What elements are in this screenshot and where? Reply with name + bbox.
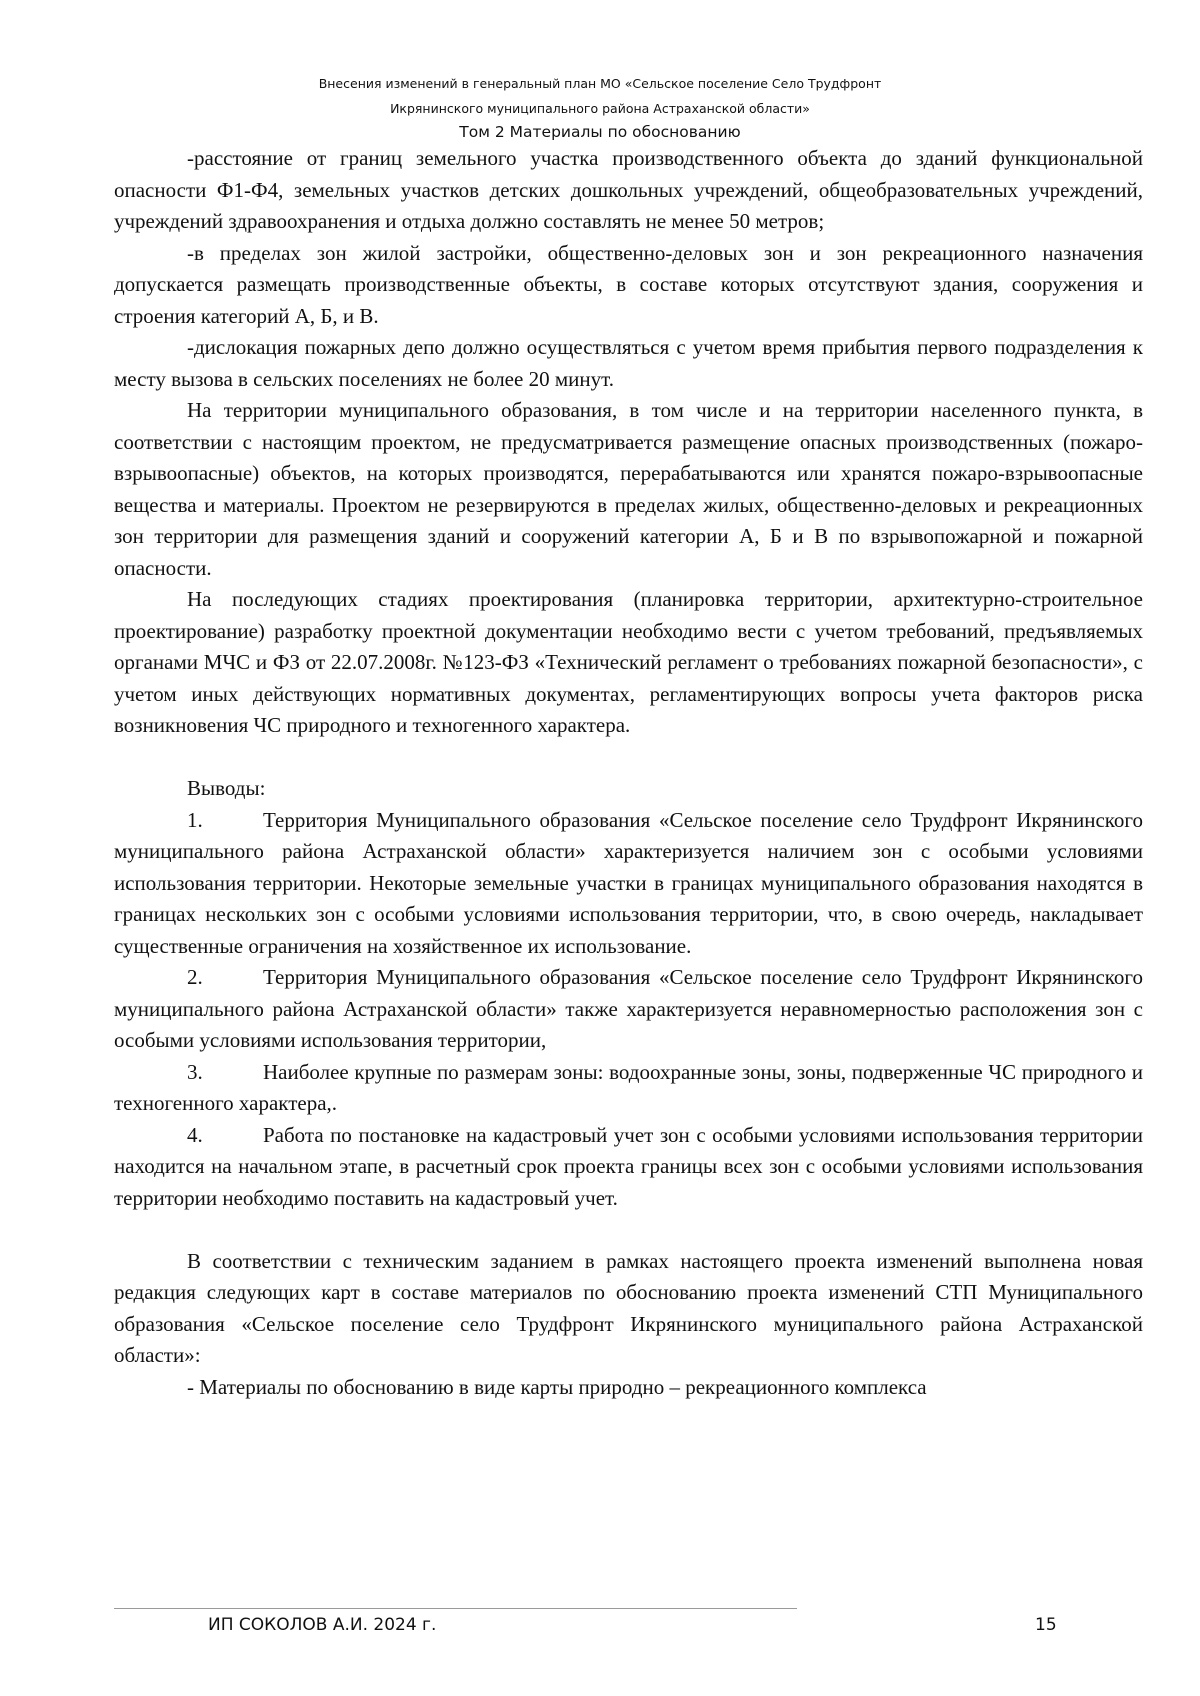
paragraph-territory: На территории муниципального образования, в том числе и на территории населенного пункта, в соответствии с настоящим проектом, не предусматривается размещение опасных производственных (пожаро-взрывоопасные) объектов, на которых производятся, перерабатываются или хранятся пожаро-взрывоопасные вещества и материалы. Проектом не резервируются в пределах жилых, общественно-деловых и рекреационных зон территории для размещения зданий и сооружений категории А, Б и В по взрывопожарной и пожарной опасности. bbox=[114, 398, 1143, 580]
conclusion-item-3 bbox=[114, 1057, 1143, 1120]
conclusions-heading: Выводы: bbox=[187, 776, 266, 800]
paragraph-next-stages: На последующих стадиях проектирования (планировка территории, архитектурно-строительное проектирование) разработку проектной документации необходимо вести с учетом требований, предъявляемых органами МЧС и ФЗ от 22.07.2008г. №123-ФЗ «Технический регламент о требованиях пожарной безопасности», с учетом иных действующих нормативных документах, регламентирующих вопросы учета факторов риска возникновения ЧС природного и техногенного характера. bbox=[114, 587, 1143, 737]
conclusion-item-2 bbox=[114, 962, 1143, 1057]
conclusion-text: Наиболее крупные по размерам зоны: водоохранные зоны, зоны, подверженные ЧС природного и техногенного характера,. bbox=[114, 1059, 1143, 1115]
footer-divider bbox=[114, 1608, 797, 1609]
conclusion-text: Территория Муниципального образования «Сельское поселение село Трудфронт Икрянинского муниципального района Астраханской области» характеризуется наличием зон с особыми условиями использования территории. Некоторые земельные участки в границах муниципального образования находятся в границах нескольких зон с особыми условиями использования территории, что, в свою очередь, накладывает существенные ограничения на хозяйственное их использование. bbox=[114, 807, 1143, 958]
spacer bbox=[114, 742, 1143, 774]
paragraph-technical-task: В соответствии с техническим заданием в рамках настоящего проекта изменений выполнена новая редакция следующих карт в составе материалов по обоснованию проекта изменений СТП Муниципального образования «Сельское поселение село Трудфронт Икрянинского муниципального района Астраханской области»: bbox=[114, 1248, 1143, 1367]
conclusion-item-1 bbox=[114, 805, 1143, 963]
conclusion-text: Территория Муниципального образования «Сельское поселение село Трудфронт Икрянинского муниципального района Астраханской области» также характеризуется неравномерностью расположения зон с особыми условиями использования территории, bbox=[114, 965, 1143, 1052]
footer-author: ИП СОКОЛОВ А.И. 2024 г. bbox=[208, 1615, 437, 1635]
conclusion-item-4 bbox=[114, 1120, 1143, 1215]
paragraph-fire-depot: -дислокация пожарных депо должно осуществляться с учетом время прибытия первого подразделения к месту вызова в сельских поселениях не более 20 минут. bbox=[114, 335, 1143, 391]
document-body bbox=[114, 143, 1143, 1403]
header-line-1: Внесения изменений в генеральный план МО «Сельское поселение Село Трудфронт bbox=[318, 76, 882, 91]
conclusion-number: 4. bbox=[187, 1122, 203, 1147]
conclusion-number: 1. bbox=[187, 807, 203, 832]
conclusion-number: 2. bbox=[187, 965, 203, 989]
spacer bbox=[114, 1214, 1143, 1246]
header-line-2: Икрянинского муниципального района Астраханской области» bbox=[390, 101, 810, 116]
paragraph-residential-zones: -в пределах зон жилой застройки, общественно-деловых зон и зон рекреационного назначения допускается размещать производственные объекты, в составе которых отсутствуют здания, сооружения и строения категорий А, Б, и В. bbox=[114, 240, 1143, 328]
header-volume-title: Том 2 Материалы по обоснованию bbox=[459, 123, 741, 141]
conclusion-number: 3. bbox=[187, 1059, 203, 1084]
page-number: 15 bbox=[1035, 1615, 1057, 1635]
paragraph-distance: -расстояние от границ земельного участка производственного объекта до зданий функциональной опасности Ф1-Ф4, земельных участков детских дошкольных учреждений, общеобразовательных учреждений, учреждений здравоохранения и отдыха должно составлять не менее 50 метров; bbox=[114, 146, 1143, 233]
conclusion-text: Работа по постановке на кадастровый учет зон с особыми условиями использования территории находится на начальном этапе, в расчетный срок проекта границы всех зон с особыми условиями использования территории необходимо поставить на кадастровый учет. bbox=[114, 1122, 1143, 1210]
paragraph-map-item: - Материалы по обоснованию в виде карты природно – рекреационного комплекса bbox=[187, 1374, 927, 1399]
